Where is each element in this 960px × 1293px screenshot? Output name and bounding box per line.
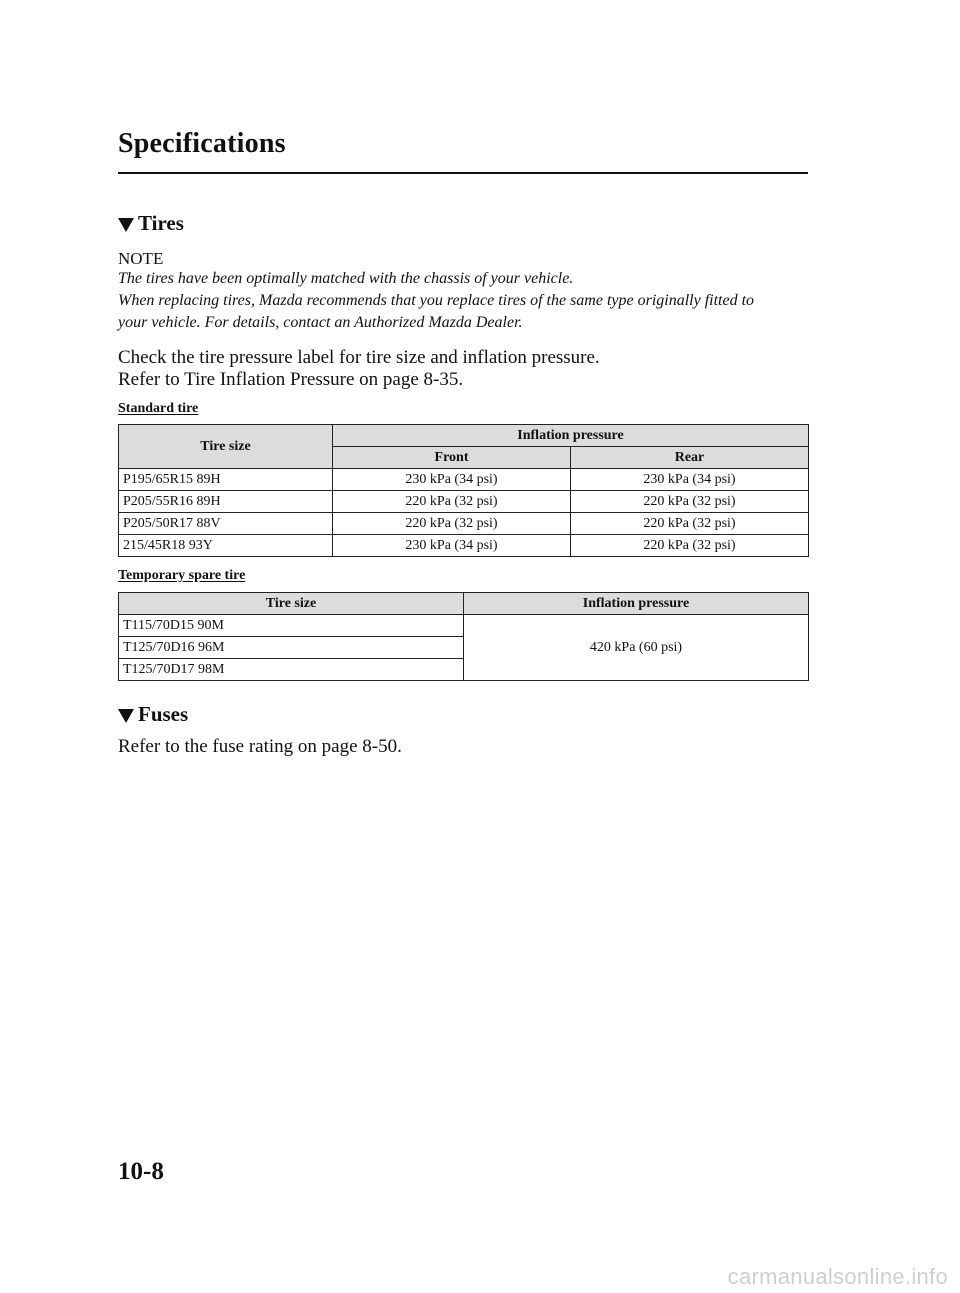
tires-heading bbox=[118, 211, 184, 236]
standard-tire-caption: Standard tire bbox=[118, 401, 199, 416]
note-label: NOTE bbox=[118, 249, 164, 268]
page-title: Specifications bbox=[118, 128, 286, 159]
header-inflation-pressure: Inflation pressure bbox=[464, 593, 809, 615]
table-row bbox=[119, 513, 809, 535]
triangle-down-icon bbox=[118, 218, 134, 232]
rear-pressure-cell: 230 kPa (34 psi) bbox=[571, 469, 809, 491]
rear-pressure-cell: 220 kPa (32 psi) bbox=[571, 491, 809, 513]
header-tire-size: Tire size bbox=[119, 593, 464, 615]
note-line-1: The tires have been optimally matched with the chassis of your vehicle. bbox=[118, 270, 574, 287]
spare-tire-table bbox=[118, 592, 809, 681]
front-pressure-cell: 220 kPa (32 psi) bbox=[333, 491, 571, 513]
tires-body-line-1: Check the tire pressure label for tire size and inflation pressure. bbox=[118, 347, 600, 368]
page-number: 10-8 bbox=[118, 1158, 164, 1185]
fuses-body: Refer to the fuse rating on page 8-50. bbox=[118, 736, 402, 757]
table-row bbox=[119, 491, 809, 513]
standard-tire-table bbox=[118, 424, 809, 557]
tire-size-cell: P195/65R15 89H bbox=[119, 469, 333, 491]
front-pressure-cell: 220 kPa (32 psi) bbox=[333, 513, 571, 535]
spare-tire-size-cell: T125/70D17 98M bbox=[119, 659, 464, 681]
note-line-3: your vehicle. For details, contact an Authorized Mazda Dealer. bbox=[118, 314, 523, 331]
front-pressure-cell: 230 kPa (34 psi) bbox=[333, 535, 571, 557]
header-tire-size: Tire size bbox=[119, 425, 333, 469]
spare-pressure-cell: 420 kPa (60 psi) bbox=[464, 615, 809, 681]
spare-tire-caption: Temporary spare tire bbox=[118, 568, 246, 583]
tires-body-line-2: Refer to Tire Inflation Pressure on page 8-35. bbox=[118, 369, 464, 390]
rear-pressure-cell: 220 kPa (32 psi) bbox=[571, 535, 809, 557]
fuses-heading-label: Fuses bbox=[138, 702, 189, 726]
tires-heading-label: Tires bbox=[138, 211, 184, 235]
front-pressure-cell: 230 kPa (34 psi) bbox=[333, 469, 571, 491]
tire-size-cell: 215/45R18 93Y bbox=[119, 535, 333, 557]
title-divider bbox=[118, 172, 808, 174]
header-front: Front bbox=[333, 447, 571, 469]
table-row bbox=[119, 469, 809, 491]
header-rear: Rear bbox=[571, 447, 809, 469]
watermark: carmanualsonline.info bbox=[727, 1264, 948, 1289]
note-line-2: When replacing tires, Mazda recommends that you replace tires of the same type originally fitted to bbox=[118, 292, 755, 309]
spare-tire-size-cell: T115/70D15 90M bbox=[119, 615, 464, 637]
table-row bbox=[119, 535, 809, 557]
rear-pressure-cell: 220 kPa (32 psi) bbox=[571, 513, 809, 535]
triangle-down-icon bbox=[118, 709, 134, 723]
spare-tire-size-cell: T125/70D16 96M bbox=[119, 637, 464, 659]
header-inflation-pressure: Inflation pressure bbox=[333, 425, 809, 447]
tire-size-cell: P205/55R16 89H bbox=[119, 491, 333, 513]
table-row bbox=[119, 615, 809, 637]
fuses-heading bbox=[118, 702, 188, 727]
tire-size-cell: P205/50R17 88V bbox=[119, 513, 333, 535]
